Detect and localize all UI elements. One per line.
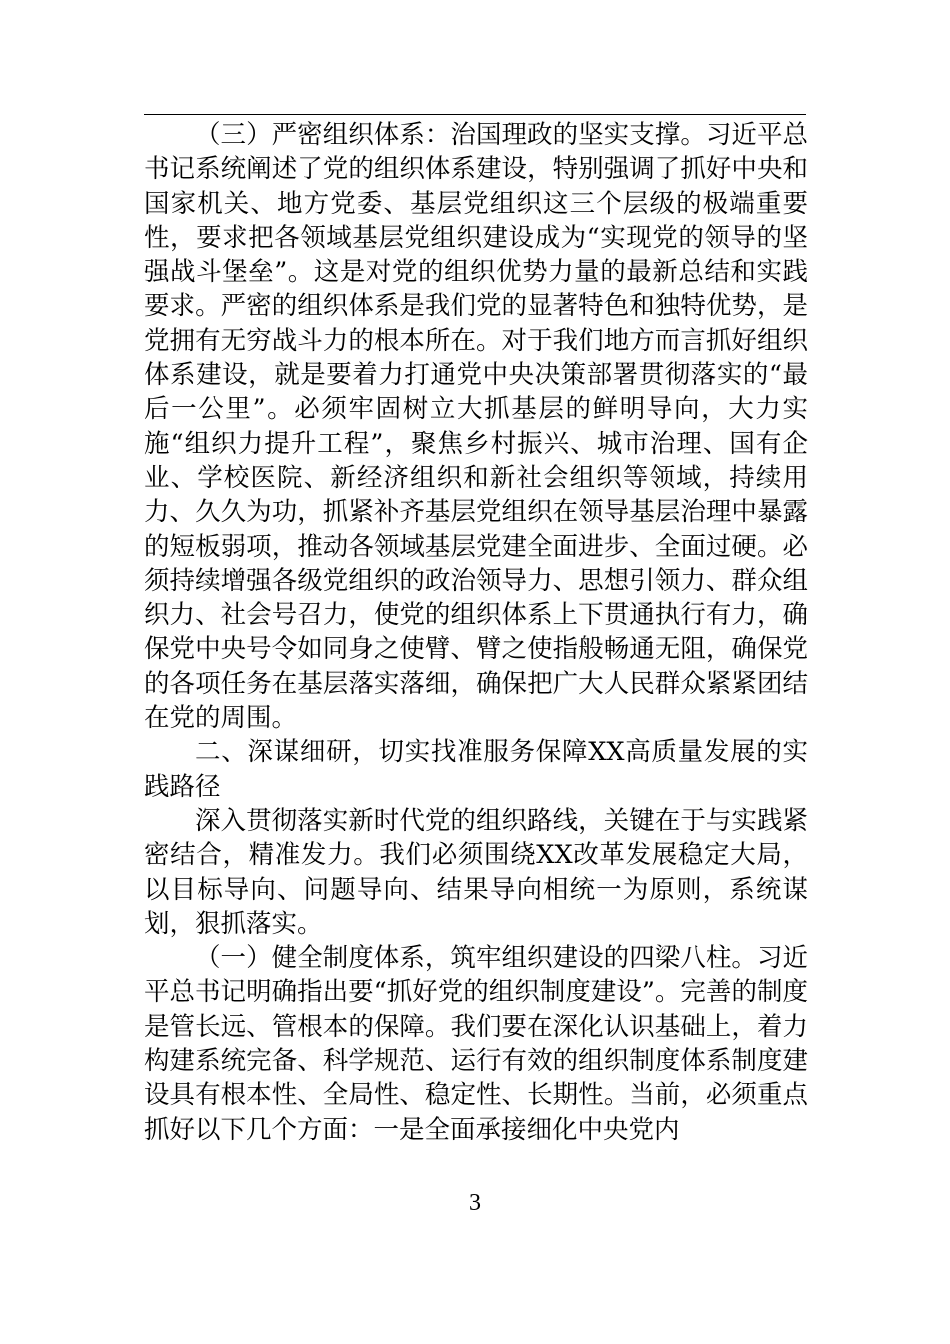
page-number: 3 [469,1190,481,1216]
section-heading-two: 二、深谋细研，切实找准服务保障XX高质量发展的实践路径 [144,737,808,802]
paragraph-institutional-system: （一）健全制度体系，筑牢组织建设的四梁八柱。习近平总书记明确指出要“抓好党的组织制度建设”。完善的制度是管长远、管根本的保障。我们要在深化认识基础上，着力构建系统完备、科学规范、运行有效的组织制度体系制度建设具有根本性、全局性、稳定性、长期性。当前，必须重点抓好以下几个方面：一是全面承接细化中央党内 [144,943,808,1145]
paragraph-organization-system: （三）严密组织体系：治国理政的坚实支撑。习近平总书记系统阐述了党的组织体系建设，特别强调了抓好中央和国家机关、地方党委、基层党组织这三个层级的极端重要性，要求把各领域基层党组织建设成为“实现党的领导的坚强战斗堡垒”。这是对党的组织优势力量的最新总结和实践要求。严密的组织体系是我们党的显著特色和独特优势，是党拥有无穷战斗力的根本所在。对于我们地方而言抓好组织体系建设，就是要着力打通党中央决策部署贯彻落实的“最后一公里”。必须牢固树立大抓基层的鲜明导向，大力实施“组织力提升工程”，聚焦乡村振兴、城市治理、国有企业、学校医院、新经济组织和新社会组织等领域，持续用力、久久为功，抓紧补齐基层党组织在领导基层治理中暴露的短板弱项，推动各领域基层党建全面进步、全面过硬。必须持续增强各级党组织的政治领导力、思想引领力、群众组织力、社会号召力，使党的组织体系上下贯通执行有力，确保党中央号令如同身之使臂、臂之使指般畅通无阻，确保党的各项任务在基层落实落细，确保把广大人民群众紧紧团结在党的周围。 [144,120,808,734]
document-body [144,118,808,1147]
header-rule [144,114,806,115]
paragraph-implementation-path: 深入贯彻落实新时代党的组织路线，关键在于与实践紧密结合，精准发力。我们必须围绕XX改革发展稳定大局，以目标导向、问题导向、结果导向相统一为原则，系统谋划，狠抓落实。 [144,805,808,939]
